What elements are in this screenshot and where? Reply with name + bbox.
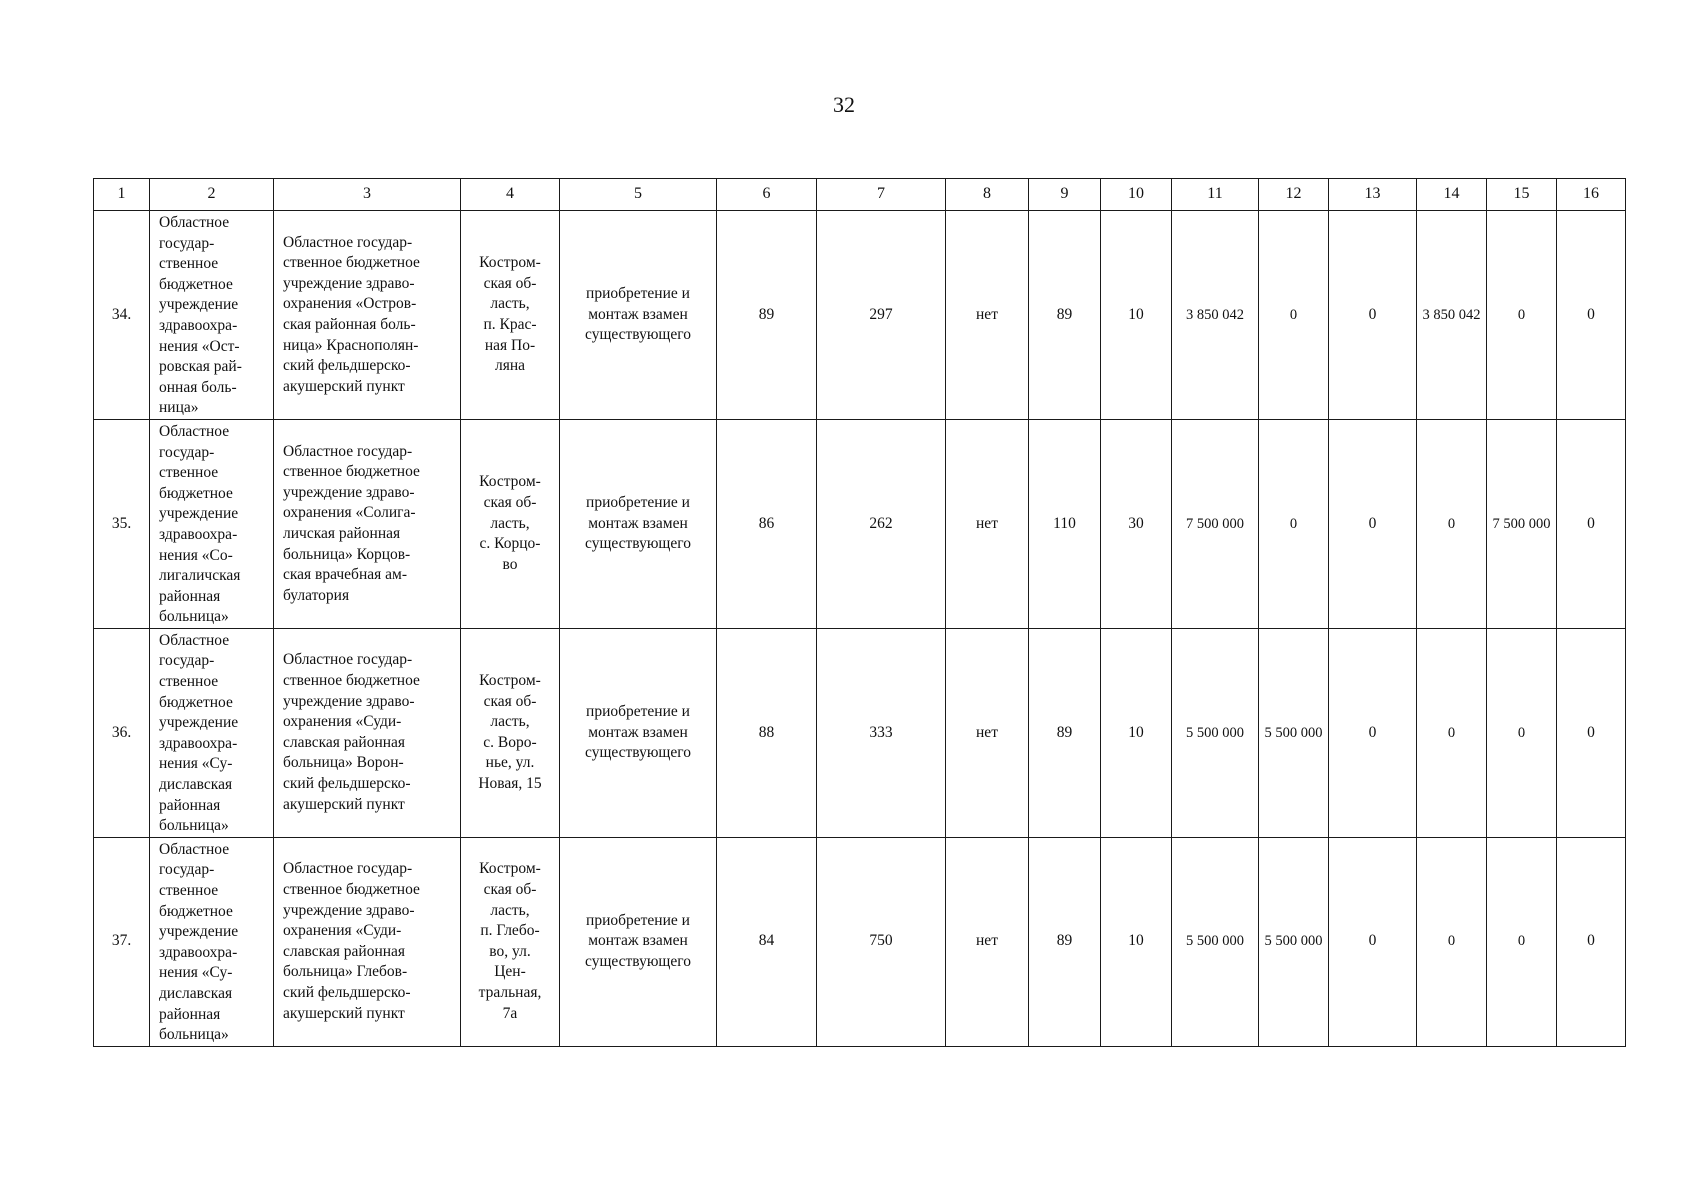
value-cell: нет: [946, 628, 1029, 837]
row-number: 37.: [94, 837, 150, 1046]
value-cell: 0: [1487, 837, 1557, 1046]
value-cell: 86: [717, 419, 817, 628]
column-header: 4: [461, 179, 560, 211]
value-cell: нет: [946, 211, 1029, 420]
value-cell: 0: [1557, 419, 1626, 628]
column-header: 14: [1417, 179, 1487, 211]
data-table: [93, 178, 1626, 1047]
value-cell: 0: [1487, 211, 1557, 420]
value-cell: 5 500 000: [1259, 628, 1329, 837]
institution-cell: Областное государ- ственное бюджетное учреждение здраво- охранения «Остров- ская районная боль- ница» Краснополян- ский фельдшерско- акушерский пункт: [274, 211, 461, 420]
value-cell: 0: [1557, 837, 1626, 1046]
value-cell: 10: [1101, 837, 1172, 1046]
table-row: [94, 211, 1626, 420]
value-cell: 110: [1029, 419, 1101, 628]
value-cell: 333: [817, 628, 946, 837]
table-row: [94, 628, 1626, 837]
value-cell: 0: [1557, 628, 1626, 837]
value-cell: 0: [1417, 419, 1487, 628]
header-row: [94, 179, 1626, 211]
institution-cell: Областное государ- ственное бюджетное учреждение здраво- охранения «Суди- славская районная больница» Ворон- ский фельдшерско- акушерский пункт: [274, 628, 461, 837]
row-number: 36.: [94, 628, 150, 837]
value-cell: 0: [1487, 628, 1557, 837]
value-cell: 89: [1029, 837, 1101, 1046]
column-header: 9: [1029, 179, 1101, 211]
table-row: [94, 419, 1626, 628]
value-cell: 3 850 042: [1417, 211, 1487, 420]
work-type-cell: приобретение и монтаж взамен существующего: [560, 837, 717, 1046]
value-cell: 5 500 000: [1259, 837, 1329, 1046]
column-header: 15: [1487, 179, 1557, 211]
value-cell: 7 500 000: [1487, 419, 1557, 628]
value-cell: 0: [1259, 419, 1329, 628]
value-cell: 0: [1329, 837, 1417, 1046]
row-number: 35.: [94, 419, 150, 628]
organization-cell: Областное государ- ственное бюджетное учреждение здравоохра- нения «Су- диславская районная больница»: [150, 628, 274, 837]
value-cell: 0: [1557, 211, 1626, 420]
value-cell: 0: [1417, 628, 1487, 837]
column-header: 8: [946, 179, 1029, 211]
column-header: 13: [1329, 179, 1417, 211]
column-header: 1: [94, 179, 150, 211]
location-cell: Костром- ская об- ласть, с. Воро- нье, ул. Новая, 15: [461, 628, 560, 837]
value-cell: 750: [817, 837, 946, 1046]
value-cell: 0: [1329, 419, 1417, 628]
value-cell: 89: [717, 211, 817, 420]
value-cell: 7 500 000: [1172, 419, 1259, 628]
value-cell: 10: [1101, 628, 1172, 837]
value-cell: 3 850 042: [1172, 211, 1259, 420]
work-type-cell: приобретение и монтаж взамен существующего: [560, 628, 717, 837]
value-cell: 297: [817, 211, 946, 420]
value-cell: нет: [946, 837, 1029, 1046]
organization-cell: Областное государ- ственное бюджетное учреждение здравоохра- нения «Су- диславская районная больница»: [150, 837, 274, 1046]
column-header: 3: [274, 179, 461, 211]
work-type-cell: приобретение и монтаж взамен существующего: [560, 211, 717, 420]
location-cell: Костром- ская об- ласть, п. Крас- ная По- ляна: [461, 211, 560, 420]
row-number: 34.: [94, 211, 150, 420]
value-cell: нет: [946, 419, 1029, 628]
value-cell: 89: [1029, 628, 1101, 837]
value-cell: 88: [717, 628, 817, 837]
value-cell: 0: [1417, 837, 1487, 1046]
institution-cell: Областное государ- ственное бюджетное учреждение здраво- охранения «Солига- личская районная больница» Корцов- ская врачебная ам- булатория: [274, 419, 461, 628]
column-header: 11: [1172, 179, 1259, 211]
value-cell: 10: [1101, 211, 1172, 420]
value-cell: 0: [1329, 211, 1417, 420]
value-cell: 0: [1329, 628, 1417, 837]
column-header: 7: [817, 179, 946, 211]
organization-cell: Областное государ- ственное бюджетное учреждение здравоохра- нения «Ост- ровская рай- онная боль- ница»: [150, 211, 274, 420]
institution-cell: Областное государ- ственное бюджетное учреждение здраво- охранения «Суди- славская районная больница» Глебов- ский фельдшерско- акушерский пункт: [274, 837, 461, 1046]
organization-cell: Областное государ- ственное бюджетное учреждение здравоохра- нения «Со- лигаличская районная больница»: [150, 419, 274, 628]
value-cell: 5 500 000: [1172, 837, 1259, 1046]
column-header: 16: [1557, 179, 1626, 211]
column-header: 2: [150, 179, 274, 211]
value-cell: 262: [817, 419, 946, 628]
location-cell: Костром- ская об- ласть, п. Глебо- во, ул. Цен- тральная, 7а: [461, 837, 560, 1046]
page-number: 32: [833, 92, 855, 117]
column-header: 12: [1259, 179, 1329, 211]
column-header: 5: [560, 179, 717, 211]
table-row: [94, 837, 1626, 1046]
value-cell: 0: [1259, 211, 1329, 420]
work-type-cell: приобретение и монтаж взамен существующего: [560, 419, 717, 628]
column-header: 6: [717, 179, 817, 211]
value-cell: 89: [1029, 211, 1101, 420]
column-header: 10: [1101, 179, 1172, 211]
value-cell: 30: [1101, 419, 1172, 628]
value-cell: 84: [717, 837, 817, 1046]
location-cell: Костром- ская об- ласть, с. Корцо- во: [461, 419, 560, 628]
value-cell: 5 500 000: [1172, 628, 1259, 837]
